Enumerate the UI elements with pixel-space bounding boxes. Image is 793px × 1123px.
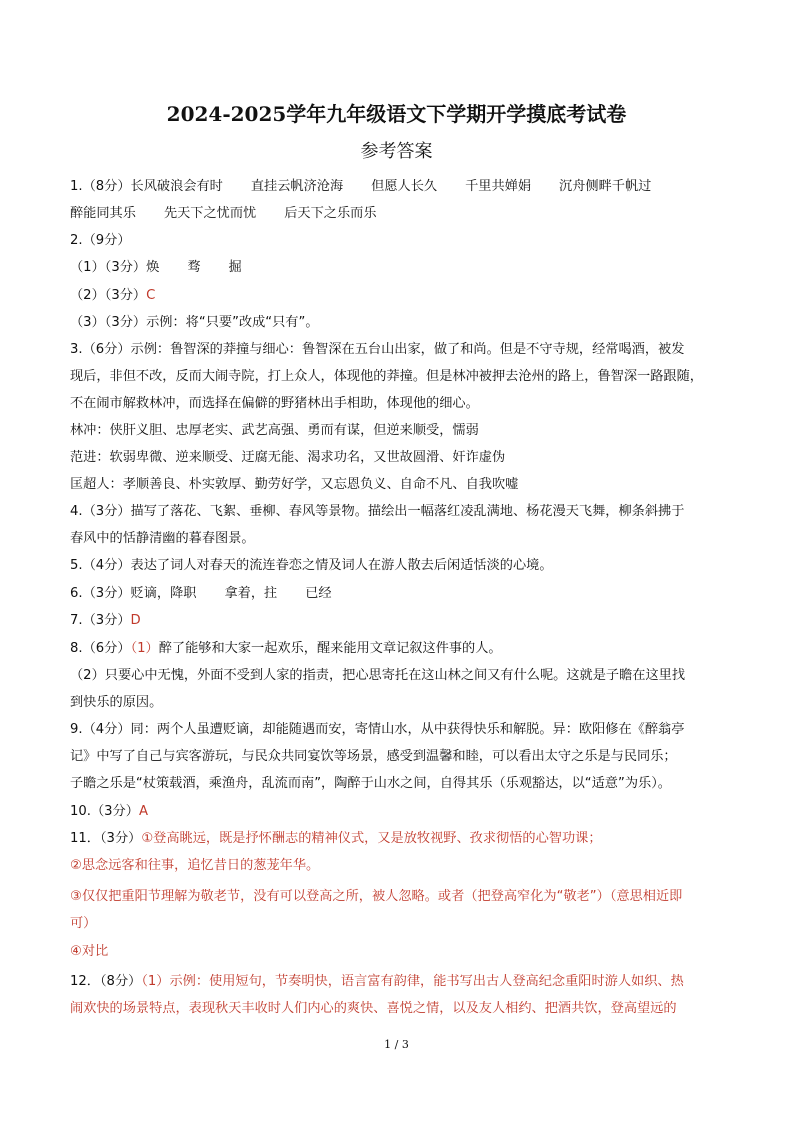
q1-line-1 xyxy=(70,178,730,196)
q6-answer-1: 贬谪，降职 xyxy=(130,586,197,601)
q12-line-1 xyxy=(70,973,730,991)
q1-answer-2: 直挂云帆济沧海 xyxy=(250,179,344,194)
q11-line-1 xyxy=(70,830,730,848)
q5-line: 5.（4分）表达了词人对春天的流连眷恋之情及词人在游人散去后闲适恬淡的心境。 xyxy=(70,558,553,573)
q11-point-1: ①登高眺远，既是抒怀酬志的精神仪式，又是放牧视野、孜求彻悟的心智功课； xyxy=(141,831,602,846)
q8-part1-text: 醉了能够和大家一起欢乐，醒来能用文章记叙这件事的人。 xyxy=(158,641,502,656)
q2-sub3: （3）（3分）示例：将“只要”改成“只有”。 xyxy=(70,315,319,330)
q2-sub1-answer-3: 掘 xyxy=(228,260,242,275)
q8-line-2: （2）只要心中无愧，外面不受到人家的指责，把心思寄托在这山林之间又有什么呢。这就是子瞻在这里找 xyxy=(70,668,686,683)
q1-answer-1: 长风破浪会有时 xyxy=(130,179,223,194)
q10-answer: A xyxy=(138,804,148,819)
q1-answer-8: 后天下之乐而乐 xyxy=(284,206,377,221)
q8-line-1 xyxy=(70,640,730,658)
q7-answer: D xyxy=(130,613,141,628)
q3-line-5: 范进：软弱卑微、逆来顺受、迂腐无能、渴求功名，又世故圆滑、奸诈虚伪 xyxy=(70,450,506,465)
q9-line-3: 子瞻之乐是“杖策载酒，乘渔舟，乱流而南”，陶醉于山水之间，自得其乐（乐观豁达，以“适意”为乐）。 xyxy=(70,776,671,791)
q11-point-3b: 可） xyxy=(70,916,97,931)
q2-sub1-head: （1）（3分） xyxy=(70,260,147,275)
q11-point-3a: ③仅仅把重阳节理解为敬老节，没有可以登高之所，被人忽略。或者（把登高窄化为“敬老”）（意思相近即 xyxy=(70,889,683,904)
q12-line-2: 闹欢快的场景特点，表现秋天丰收时人们内心的爽快、喜悦之情，以及友人相约、把酒共饮，登高望远的 xyxy=(70,1001,677,1016)
q2-sub1-answer-1: 焕 xyxy=(146,260,160,275)
q2-sub1 xyxy=(70,259,730,277)
q7-head: 7.（3分） xyxy=(70,613,131,628)
q1-answer-7: 先天下之忧而忧 xyxy=(163,206,257,221)
q8-head: 8.（6分） xyxy=(70,641,131,656)
q7-line xyxy=(70,612,730,630)
q3-line-6: 匡超人：孝顺善良、朴实敦厚、勤劳好学，又忘恩负义、自命不凡、自我吹嘘 xyxy=(70,477,519,492)
q11-head: 11．（3分） xyxy=(70,831,142,846)
q2-head: 2.（9分） xyxy=(70,233,131,248)
page-title: 2024-2025学年九年级语文下学期开学摸底考试卷 xyxy=(166,102,627,126)
q12-head: 12．（8分） xyxy=(70,974,142,989)
q2-sub1-answer-2: 骛 xyxy=(187,260,201,275)
q3-line-3: 不在闹市解救林冲，而选择在偏僻的野猪林出手相助，体现他的细心。 xyxy=(70,396,479,411)
q6-answer-3: 已经 xyxy=(305,586,332,601)
q2-sub2-head: （2）（3分） xyxy=(70,288,147,303)
q1-answer-5: 沉舟侧畔千帆过 xyxy=(559,179,652,194)
q11-point-2: ②思念远客和往事，追忆昔日的葱茏年华。 xyxy=(70,858,320,873)
q9-line-1: 9.（4分）同：两个人虽遭贬谪，却能随遇而安，寄情山水，从中获得快乐和解脱。异：欧阳修在《醉翁亭 xyxy=(70,722,685,737)
q1-head: 1.（8分） xyxy=(70,179,131,194)
q2-sub2 xyxy=(70,287,730,305)
q10-line xyxy=(70,803,730,821)
q10-head: 10.（3分） xyxy=(70,804,139,819)
q2-sub2-answer: C xyxy=(146,288,156,303)
q1-answer-3: 但愿人长久 xyxy=(371,179,438,194)
q11-point-4: ④对比 xyxy=(70,944,109,959)
q12-text-1: （1）示例：使用短句，节奏明快，语言富有韵律，能书写出古人登高纪念重阳时游人如织、热 xyxy=(141,974,684,989)
q3-line-1: 3.（6分）示例：鲁智深的莽撞与细心：鲁智深在五台山出家，做了和尚。但是不守寺规，经常喝酒，被发 xyxy=(70,342,685,357)
q6-head: 6.（3分） xyxy=(70,586,131,601)
q6-line xyxy=(70,585,730,603)
q1-answer-6: 醉能同其乐 xyxy=(70,206,136,221)
page-number: 1 / 3 xyxy=(384,1038,409,1051)
q3-line-4: 林冲：侠肝义胆、忠厚老实、武艺高强、勇而有谋，但逆来顺受，懦弱 xyxy=(70,423,479,438)
q3-line-2: 现后，非但不改，反而大闹寺院，打上众人，体现他的莽撞。但是林冲被押去沧州的路上，鲁智深一路跟随， xyxy=(70,369,703,384)
q1-line-2 xyxy=(70,205,730,223)
q6-answer-2: 拿着，拄 xyxy=(224,586,278,601)
q1-answer-4: 千里共婵娟 xyxy=(465,179,532,194)
page-subtitle: 参考答案 xyxy=(360,141,433,162)
q9-line-2: 记》中写了自己与宾客游玩，与民众共同宴饮等场景，感受到温馨和睦，可以看出太守之乐是与民同乐； xyxy=(70,749,677,764)
q4-line-1: 4.（3分）描写了落花、飞絮、垂柳、春风等景物。描绘出一幅落红凌乱满地、杨花漫天飞舞，柳条斜拂于 xyxy=(70,504,685,519)
q4-line-2: 春风中的恬静清幽的暮春图景。 xyxy=(70,531,255,546)
q8-line-3: 到快乐的原因。 xyxy=(70,695,163,710)
q8-part1-mark: （1） xyxy=(130,641,159,656)
